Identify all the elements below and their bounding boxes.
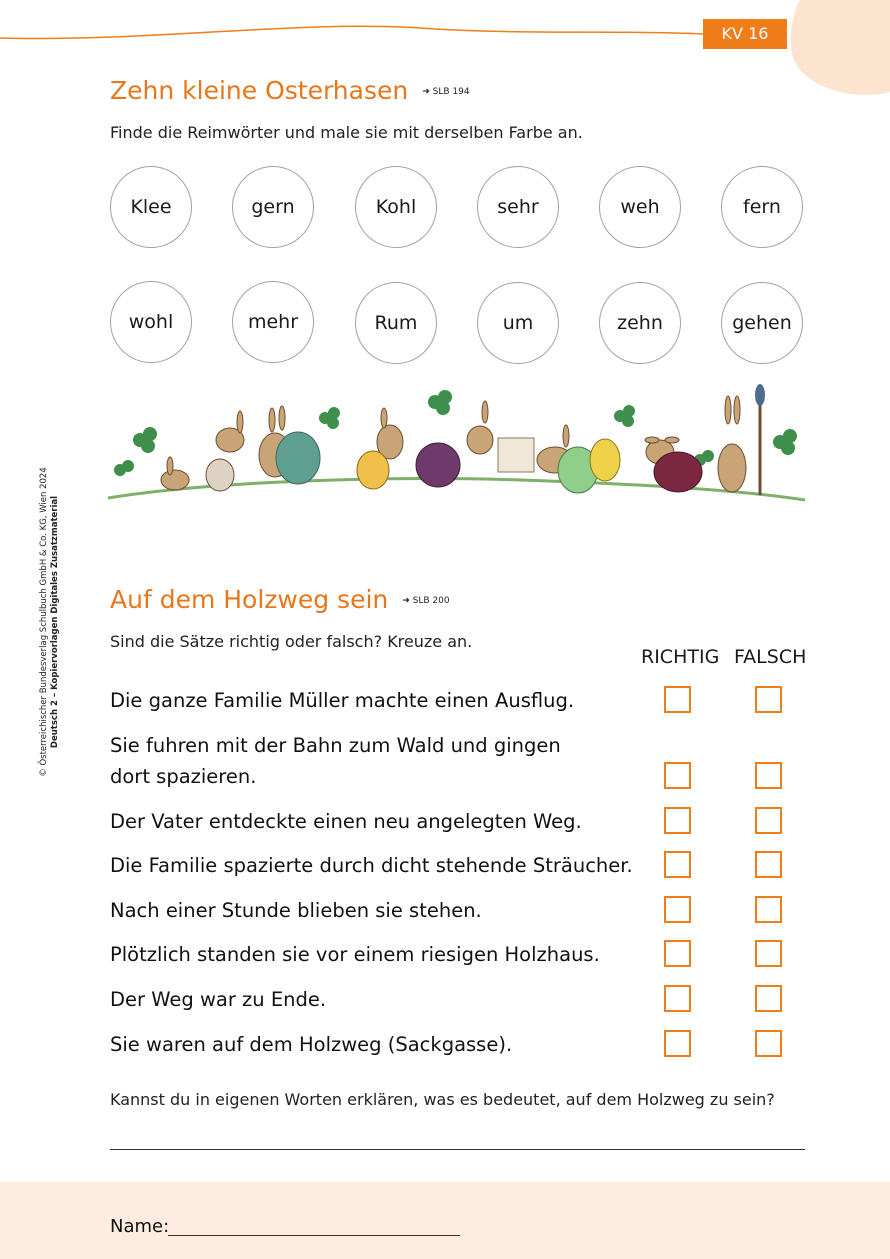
- checkbox-falsch[interactable]: [755, 762, 782, 789]
- side-copyright: [39, 297, 61, 947]
- section1-instruction: Finde die Reimwörter und male sie mit derselben Farbe an.: [110, 123, 583, 142]
- statement: Plötzlich standen sie vor einem riesigen Holzhaus.: [110, 943, 600, 966]
- section2-title-text: Auf dem Holzweg sein: [110, 585, 389, 614]
- section2-instruction: Sind die Sätze richtig oder falsch? Kreuze an.: [110, 632, 473, 651]
- word-circle[interactable]: Kohl: [355, 166, 437, 248]
- column-header-richtig: RICHTIG: [641, 646, 720, 668]
- column-header-falsch: FALSCH: [734, 646, 807, 668]
- checkbox-falsch[interactable]: [755, 807, 782, 834]
- explain-question: Kannst du in eigenen Worten erklären, was es bedeutet, auf dem Holzweg zu sein?: [110, 1090, 775, 1109]
- section1-title: [110, 76, 470, 105]
- word-circle[interactable]: Klee: [110, 166, 192, 248]
- checkbox-falsch[interactable]: [755, 940, 782, 967]
- word-circle[interactable]: gehen: [721, 282, 803, 364]
- checkbox-richtig[interactable]: [664, 896, 691, 923]
- statement: Die Familie spazierte durch dicht stehende Sträucher.: [110, 854, 633, 877]
- checkbox-richtig[interactable]: [664, 1030, 691, 1057]
- name-label: Name:: [110, 1216, 170, 1237]
- word-circle[interactable]: weh: [599, 166, 681, 248]
- checkbox-richtig[interactable]: [664, 940, 691, 967]
- section1-title-text: Zehn kleine Osterhasen: [110, 76, 409, 105]
- word-circle[interactable]: um: [477, 282, 559, 364]
- checkbox-richtig[interactable]: [664, 985, 691, 1012]
- checkbox-falsch[interactable]: [755, 896, 782, 923]
- checkbox-falsch[interactable]: [755, 851, 782, 878]
- statement: Sie waren auf dem Holzweg (Sackgasse).: [110, 1033, 513, 1056]
- word-circle[interactable]: mehr: [232, 281, 314, 363]
- checkbox-falsch[interactable]: [755, 1030, 782, 1057]
- checkbox-falsch[interactable]: [755, 686, 782, 713]
- word-circle[interactable]: Rum: [355, 282, 437, 364]
- statement-continued: dort spazieren.: [110, 765, 257, 788]
- word-circle[interactable]: sehr: [477, 166, 559, 248]
- statement: Nach einer Stunde blieben sie stehen.: [110, 899, 482, 922]
- section2-title: [110, 585, 450, 614]
- word-circle[interactable]: zehn: [599, 282, 681, 364]
- statement: Der Weg war zu Ende.: [110, 988, 327, 1011]
- copyright-line: © Österreichischer Bundesverlag Schulbuch GmbH & Co. KG, Wien 2024: [39, 467, 49, 777]
- answer-line[interactable]: [110, 1149, 805, 1150]
- word-circle[interactable]: fern: [721, 166, 803, 248]
- word-circle[interactable]: gern: [232, 166, 314, 248]
- series-line: Deutsch 2 – Kopiervorlagen Digitales Zusatzmaterial: [50, 495, 60, 749]
- checkbox-richtig[interactable]: [664, 762, 691, 789]
- section1-ref: ➜ SLB 194: [422, 87, 470, 97]
- statement: Sie fuhren mit der Bahn zum Wald und gingen: [110, 734, 561, 757]
- worksheet-badge: KV 16: [703, 19, 787, 49]
- checkbox-richtig[interactable]: [664, 851, 691, 878]
- statement: Der Vater entdeckte einen neu angelegten Weg.: [110, 810, 582, 833]
- checkbox-falsch[interactable]: [755, 985, 782, 1012]
- easter-bunnies-illustration: [100, 380, 810, 510]
- name-input-line[interactable]: [168, 1235, 460, 1236]
- checkbox-richtig[interactable]: [664, 807, 691, 834]
- checkbox-richtig[interactable]: [664, 686, 691, 713]
- word-circle[interactable]: wohl: [110, 281, 192, 363]
- section2-ref: ➜ SLB 200: [402, 596, 450, 606]
- statement: Die ganze Familie Müller machte einen Ausflug.: [110, 689, 575, 712]
